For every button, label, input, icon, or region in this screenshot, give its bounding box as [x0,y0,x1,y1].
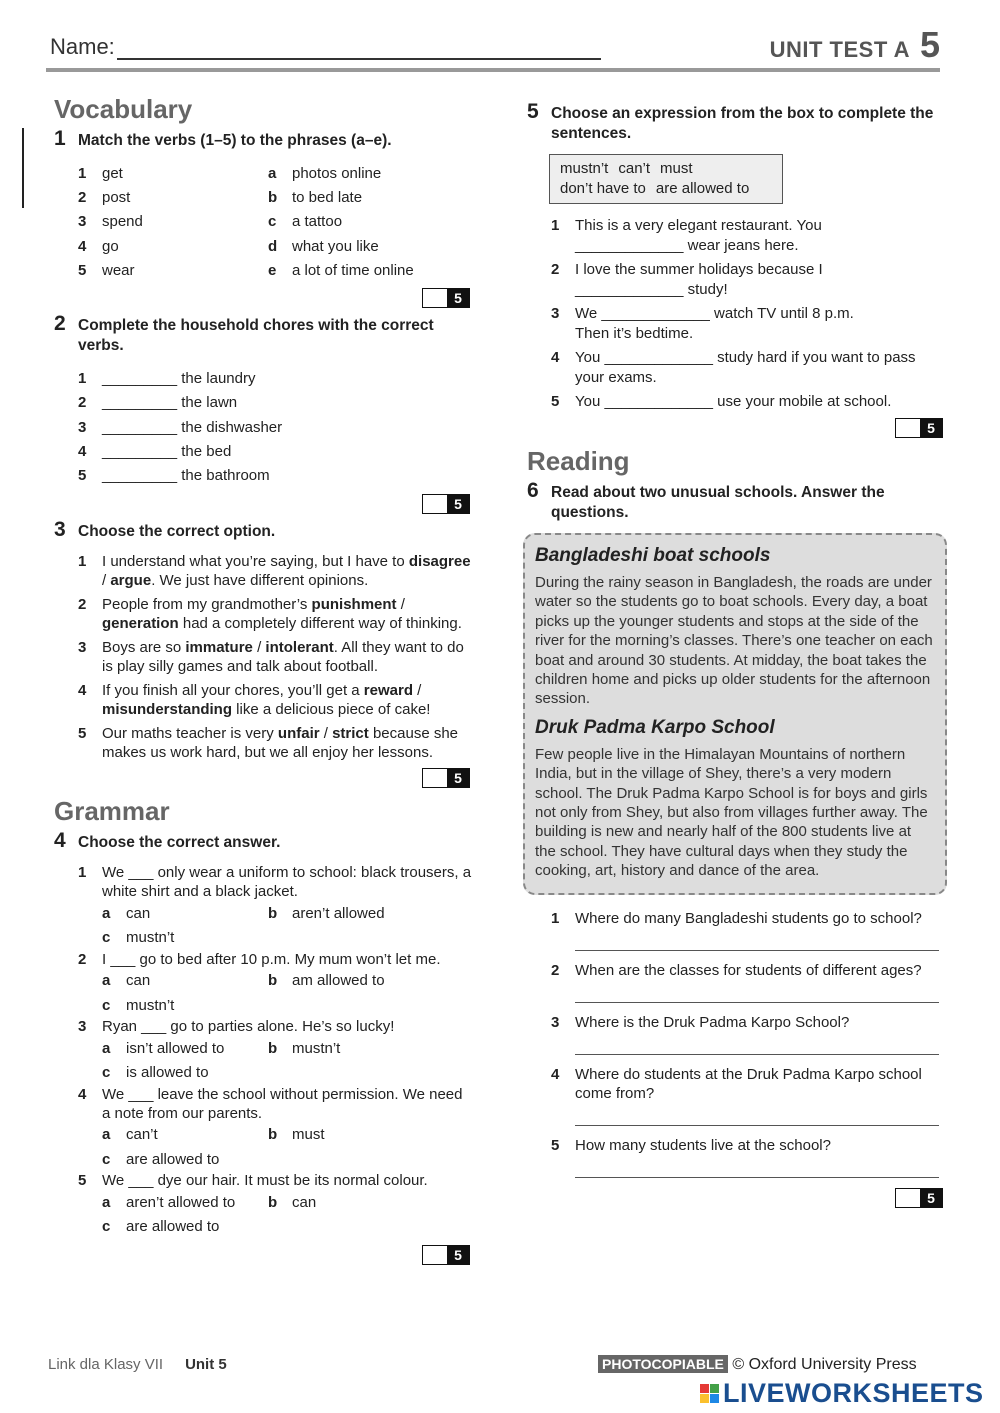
sentence-text: like a delicious piece of cake! [232,700,431,718]
question-text: We ___ leave the school without permission. We need a note from our parents. [102,1085,463,1122]
verb: get [102,164,123,182]
margin-mark [22,128,24,208]
ex5-instruction: Choose an expression from the box to complete the sentences. [551,105,934,142]
item-text: _________ the laundry [102,370,256,388]
list-item[interactable] [527,260,947,300]
question-text: How many students live at the school? [575,1136,831,1154]
item-number: 3 [78,638,87,656]
ex6-score-box [527,1188,943,1208]
item-number: 4 [551,1065,560,1083]
option-letter: b [268,972,278,990]
list-item [527,961,947,1003]
score-total: 5 [920,1189,942,1207]
item-number: 2 [78,950,87,968]
phrase-letter: c [268,213,277,231]
options-row [54,1060,474,1084]
phrase: what you like [292,237,379,255]
ex1-heading [54,127,474,151]
item-text: _________ the bathroom [102,467,270,485]
phrase: to bed late [292,188,363,206]
liveworksheets-logo-icon [700,1384,719,1403]
item-number: 4 [78,443,87,461]
option-a[interactable]: isn’t allowed to [126,1039,225,1057]
item-text: We _____________ watch TV until 8 p.m. Then it’s bedtime. [575,305,854,342]
list-item [527,1136,947,1178]
ex1-score-box [54,288,470,308]
item-number: 1 [78,370,87,388]
ex1-number: 1 [54,127,66,150]
ex3-score-box [54,768,470,788]
match-row [54,210,474,234]
item-number: 1 [551,909,560,927]
item-number: 1 [78,552,87,570]
score-total: 5 [447,495,469,513]
item-text: _________ the bed [102,443,232,461]
option-letter: c [102,1150,111,1168]
vocabulary-title: Vocabulary [54,94,193,124]
question [54,1017,474,1036]
sentence-text: Boys are so [102,638,186,656]
name-label: Name: [50,34,115,59]
item-number: 2 [78,188,87,206]
answer-line[interactable] [575,1032,939,1055]
match-row [54,161,474,185]
item-number: 3 [78,213,87,231]
verb: spend [102,213,143,231]
question-text: Where do students at the Druk Padma Karpo school come from? [575,1065,922,1102]
liveworksheets-watermark [700,1378,984,1409]
item-text: I love the summer holidays because I _____________ study! [575,261,823,298]
header-rule [46,68,940,72]
ex6-number: 6 [527,479,539,502]
options-row [54,1036,474,1060]
verb: wear [102,261,135,279]
sentence-text: Our maths teacher is very [102,724,278,742]
option-separator: / [102,571,111,589]
list-item [54,1017,474,1085]
item-number: 4 [551,349,560,366]
score-total: 5 [920,419,942,437]
options-row [54,901,474,925]
ex5-number: 5 [527,100,539,123]
phrase-letter: b [268,188,278,206]
option-a[interactable]: can [126,972,151,990]
option-letter: a [102,1193,111,1211]
question [54,1171,474,1190]
ex2-list [54,366,474,487]
watermark-text: LIVEWORKSHEETS [723,1378,984,1408]
answer-line[interactable] [575,1103,939,1126]
option-a[interactable]: aren’t allowed to [126,1193,236,1211]
option-b[interactable]: aren’t allowed [292,904,385,922]
copyright-text: © Oxford University Press [732,1356,917,1373]
name-line[interactable] [117,36,601,60]
right-column [527,100,947,1216]
match-row [54,258,474,282]
footer-book [48,1356,227,1373]
item-number: 3 [78,418,87,436]
sentence-text: because she makes us work hard, but we all enjoy her lessons. [102,724,459,761]
item-number: 5 [551,1136,560,1154]
list-item [527,1065,947,1126]
score-total: 5 [447,769,469,787]
option-c[interactable]: are allowed to [126,1218,220,1236]
item-number: 5 [78,261,87,279]
footer-unit: Unit 5 [185,1356,227,1373]
option-word[interactable]: intolerant [265,638,334,656]
option-word[interactable]: misunderstanding [102,700,233,718]
option-b[interactable]: am allowed to [292,972,385,990]
item-text: _________ the dishwasher [102,418,283,436]
option-word[interactable]: argue [110,571,152,589]
option-c[interactable]: is allowed to [126,1064,209,1082]
list-item[interactable] [54,439,474,463]
ex2-number: 2 [54,312,66,336]
ex3-heading [54,517,474,542]
score-input[interactable] [423,495,447,513]
option-letter: a [102,1126,111,1144]
book-title: Link dla Klasy VII [48,1356,164,1373]
score-input[interactable] [896,419,920,437]
ex3-list [54,552,474,762]
question-text: I ___ go to bed after 10 p.m. My mum won’t let me. [102,950,441,968]
option-letter: c [102,1064,111,1082]
list-item[interactable] [54,391,474,415]
option-word[interactable]: punishment [311,595,397,613]
option-letter: c [102,928,111,946]
ex4-instruction: Choose the correct answer. [78,833,281,851]
unit-test-heading [770,24,940,66]
ex5-score-box [527,418,943,438]
option-a[interactable]: can’t [126,1126,158,1144]
unit-test-label: UNIT TEST A [769,37,910,62]
item-number: 5 [78,1172,87,1190]
ex4-number: 4 [54,828,66,852]
phrase-letter: d [268,237,278,255]
item-text: This is a very elegant restaurant. You _____________ wear jeans here. [575,217,822,254]
sentence-text: If you finish all your chores, you’ll get a [102,681,364,699]
list-item[interactable] [54,464,474,488]
item-number: 5 [551,393,560,410]
question-text: When are the classes for students of different ages? [575,961,922,979]
options-row [54,993,474,1017]
list-item[interactable] [527,348,947,388]
option-a[interactable]: can [126,904,151,922]
question-text: Where is the Druk Padma Karpo School? [575,1013,850,1031]
question [54,863,474,901]
option-letter: b [268,904,278,922]
answer-line[interactable] [575,980,939,1003]
expression-box [549,154,783,204]
option-b[interactable]: mustn’t [292,1039,341,1057]
options-row [54,925,474,949]
item-number: 3 [551,305,560,322]
item-number: 5 [78,467,87,485]
score-total: 5 [447,289,469,307]
sentence-text: . All they want to do is play silly games and talk about football. [102,638,464,675]
phrase-letter: a [268,164,277,182]
list-item[interactable] [527,216,947,256]
option-letter: c [102,996,111,1014]
list-item [54,552,474,590]
phrase: a lot of time online [292,261,414,279]
left-column [54,94,474,1273]
option-letter: b [268,1039,278,1057]
ex2-score-box [54,494,470,514]
options-row [54,1123,474,1147]
option-letter: b [268,1193,278,1211]
ex2-heading [54,312,474,356]
text2-body: Few people live in the Himalayan Mountains of northern India, but in the village of Shey, there’s a very modern school. The Druk Padma Karpo School is for boys and girls not only from Shey, but also from villages further away. The building is new and nearly half of the 800 students live at the school. They have cultural days when they study the cooking, art, history and dance of the area. [535,745,928,880]
question-text: We ___ only wear a uniform to school: black trousers, a white shirt and a black jacket. [102,863,472,900]
score-input[interactable] [423,1246,447,1264]
option-separator: / [413,681,422,699]
verb: post [102,188,131,206]
item-number: 2 [78,394,87,412]
question-text: We ___ dye our hair. It must be its normal colour. [102,1172,428,1190]
question [54,950,474,969]
answer-line[interactable] [575,1155,939,1178]
option-c[interactable]: mustn’t [126,996,175,1014]
question-text: Ryan ___ go to parties alone. He’s so lucky! [102,1018,395,1036]
ex6-instruction: Read about two unusual schools. Answer the questions. [551,484,885,521]
option-word[interactable]: unfair [277,724,320,742]
option-separator: / [252,638,266,656]
phrase: photos online [292,164,382,182]
option-c[interactable]: mustn’t [126,928,175,946]
item-number: 4 [78,237,87,255]
text1-title: Bangladeshi boat schools [535,545,771,566]
unit-number: 5 [919,24,940,65]
ex1-instruction: Match the verbs (1–5) to the phrases (a–e). [78,132,392,149]
list-item [54,1171,474,1239]
options-row [54,1147,474,1171]
phrase: a tattoo [292,213,343,231]
ex3-number: 3 [54,517,66,541]
list-item[interactable] [54,415,474,439]
ex1-match-list [54,161,474,282]
list-item [54,863,474,950]
options-row [54,1190,474,1214]
box-expression: don’t have to [560,180,646,197]
option-word[interactable]: generation [102,614,179,632]
list-item [54,724,474,762]
item-number: 2 [551,961,560,979]
item-number: 4 [78,1085,87,1103]
list-item [527,1013,947,1055]
option-c[interactable]: are allowed to [126,1150,220,1168]
box-expression: are allowed to [655,180,750,197]
question-text: Where do many Bangladeshi students go to school? [575,909,922,927]
options-row [54,1215,474,1239]
item-number: 4 [78,681,87,699]
option-word[interactable]: disagree [408,552,471,570]
item-text: _________ the lawn [102,394,238,412]
sentence-text: People from my grandmother’s [102,595,312,613]
list-item [54,681,474,719]
ex3-instruction: Choose the correct option. [78,522,276,540]
option-letter: b [268,1126,278,1144]
ex2-instruction: Complete the household chores with the correct verbs. [78,317,434,355]
grammar-title: Grammar [54,795,170,826]
item-text: You _____________ study hard if you want to pass your exams. [575,349,916,386]
name-field [50,34,601,60]
box-expression: must [660,160,693,177]
option-b[interactable]: can [292,1193,317,1211]
ex5-heading [527,100,947,144]
item-number: 2 [78,595,87,613]
item-number: 3 [78,1018,87,1036]
list-item[interactable] [527,392,947,412]
item-number: 3 [551,1013,560,1031]
score-input[interactable] [896,1189,920,1207]
phrase-letter: e [268,261,277,279]
list-item [527,909,947,951]
footer-copyright [598,1356,917,1374]
option-word[interactable]: immature [185,638,253,656]
question [54,1085,474,1123]
list-item[interactable] [54,366,474,390]
item-number: 2 [551,261,560,278]
item-number: 5 [78,724,87,742]
box-expression: can’t [618,160,651,177]
option-letter: a [102,904,111,922]
sentence-text: I understand what you’re saying, but I have to [102,552,409,570]
match-row [54,234,474,258]
box-expression: mustn’t [560,160,609,177]
item-number: 1 [78,164,87,182]
sentence-text: . We just have different opinions. [151,571,369,589]
option-separator: / [396,595,405,613]
reading-title: Reading [527,446,630,476]
ex5-list [527,216,947,412]
item-number: 1 [551,217,560,234]
option-word[interactable]: reward [363,681,413,699]
text2-title: Druk Padma Karpo School [535,716,775,738]
list-item [54,1085,474,1172]
list-item [54,595,474,633]
list-item [54,950,474,1018]
answer-line[interactable] [575,928,939,951]
option-letter: a [102,1039,111,1057]
ex6-heading [527,479,947,523]
item-number: 1 [78,863,87,881]
option-separator: / [319,724,333,742]
list-item[interactable] [527,304,947,344]
options-row [54,969,474,993]
text1-body: During the rainy season in Bangladesh, the roads are under water so the students go to boat schools. Every day, a boat picks up the younger students and stops at the side of the river for the morning’s classes. There’s one teacher on each boat and around 30 students. At midday, the boat takes the children home and picks up older students for the afternoon session. [535,574,933,708]
option-b[interactable]: must [292,1126,325,1144]
score-total: 5 [447,1246,469,1264]
ex4-list [54,863,474,1239]
score-input[interactable] [423,289,447,307]
score-input[interactable] [423,769,447,787]
verb: go [102,237,119,255]
option-letter: c [102,1218,111,1236]
ex4-heading [54,828,474,853]
sentence-text: had a completely different way of thinking. [178,614,462,632]
option-letter: a [102,972,111,990]
list-item [54,638,474,676]
ex6-questions [527,909,947,1178]
match-row [54,185,474,209]
photocopiable-badge: PHOTOCOPIABLE [598,1355,728,1373]
option-word[interactable]: strict [332,724,369,742]
item-text: You _____________ use your mobile at school. [575,393,892,410]
reading-text-box [523,533,947,895]
ex4-score-box [54,1245,470,1265]
